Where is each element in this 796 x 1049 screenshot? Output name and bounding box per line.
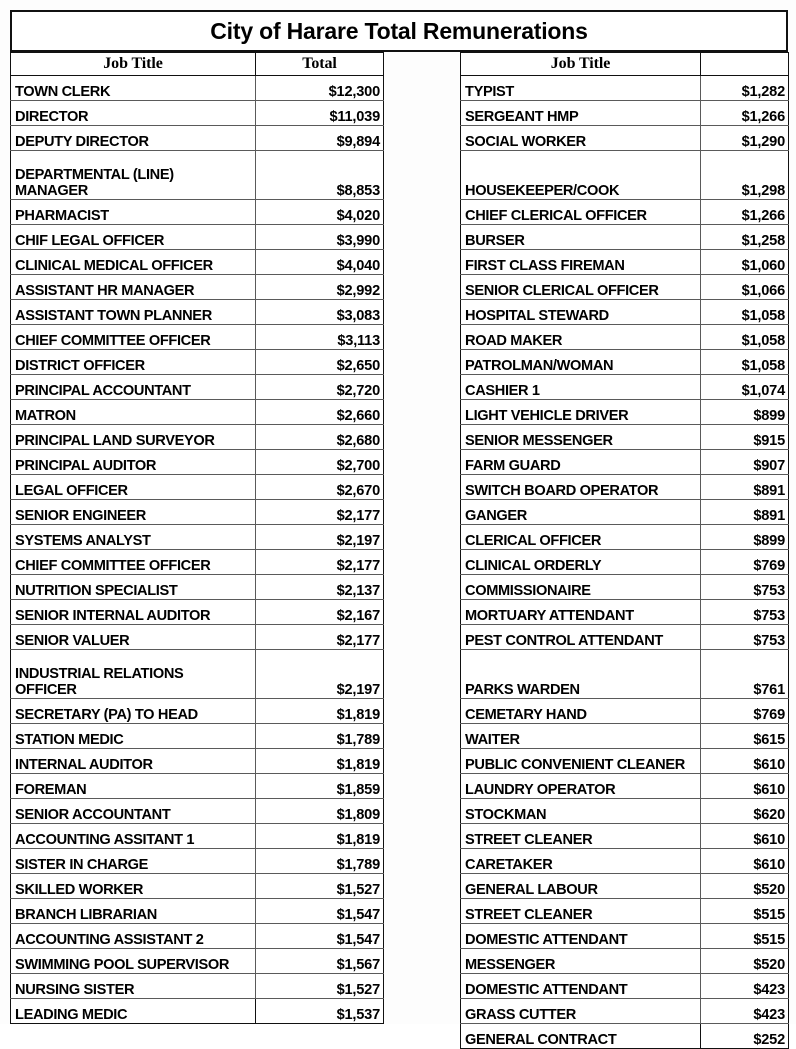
remuneration-value-cell: $753 [701,625,789,650]
table-row [11,749,384,774]
remuneration-value-cell: $1,058 [701,325,789,350]
job-title-line-1 [465,667,696,682]
job-title-cell: CHIF LEGAL OFFICER [11,225,256,250]
table-row [11,575,384,600]
column-header-job-title: Job Title [11,53,256,76]
table-row [461,500,789,525]
job-title-cell: MORTUARY ATTENDANT [461,600,701,625]
job-title-cell: DIRECTOR [11,101,256,126]
table-row [11,874,384,899]
table-row [11,126,384,151]
column-header-total: Total [256,53,384,76]
remuneration-value-cell: $1,819 [256,699,384,724]
table-row [461,874,789,899]
table-row [11,200,384,225]
job-title-cell: STATION MEDIC [11,724,256,749]
header-row [461,53,789,76]
job-title-cell: NUTRITION SPECIALIST [11,575,256,600]
table-row [461,151,789,200]
job-title-cell: CHIEF CLERICAL OFFICER [461,200,701,225]
job-title-cell: GANGER [461,500,701,525]
table-row [461,849,789,874]
remuneration-value-cell: $1,074 [701,375,789,400]
table-row [461,275,789,300]
remuneration-value-cell: $2,992 [256,275,384,300]
remuneration-value-cell: $1,527 [256,874,384,899]
remuneration-value-cell: $3,083 [256,300,384,325]
remuneration-value-cell: $610 [701,824,789,849]
job-title-cell: ACCOUNTING ASSISTANT 2 [11,924,256,949]
remuneration-value-cell: $615 [701,724,789,749]
table-row [11,550,384,575]
table-row [11,650,384,699]
table-row [11,974,384,999]
job-title-cell: CHIEF COMMITTEE OFFICER [11,325,256,350]
remuneration-value-cell: $1,809 [256,799,384,824]
table-row [461,300,789,325]
job-title-cell: SENIOR MESSENGER [461,425,701,450]
remuneration-value-cell: $4,020 [256,200,384,225]
remuneration-value-cell: $520 [701,874,789,899]
table-row [11,949,384,974]
remuneration-value-cell: $2,177 [256,500,384,525]
remuneration-value-cell: $891 [701,475,789,500]
remuneration-value-cell: $1,527 [256,974,384,999]
job-title-cell: ASSISTANT TOWN PLANNER [11,300,256,325]
table-row [461,999,789,1024]
job-title-cell: LIGHT VEHICLE DRIVER [461,400,701,425]
table-row [11,275,384,300]
remuneration-value-cell: $1,266 [701,101,789,126]
table-row [11,500,384,525]
remuneration-value-cell: $2,177 [256,625,384,650]
remuneration-value-cell: $907 [701,450,789,475]
remuneration-value-cell: $423 [701,974,789,999]
table-row [461,575,789,600]
job-title-cell: STOCKMAN [461,799,701,824]
remuneration-value-cell: $1,819 [256,749,384,774]
remuneration-value-cell: $515 [701,899,789,924]
job-title-cell: SERGEANT HMP [461,101,701,126]
job-title-cell: HOSPITAL STEWARD [461,300,701,325]
job-title-cell: MATRON [11,400,256,425]
table-row [461,699,789,724]
table-row [11,450,384,475]
table-row [11,425,384,450]
job-title-cell: TYPIST [461,76,701,101]
job-title-cell: SISTER IN CHARGE [11,849,256,874]
remuneration-value-cell: $769 [701,550,789,575]
table-row [461,774,789,799]
job-title-cell: CHIEF COMMITTEE OFFICER [11,550,256,575]
table-row [461,824,789,849]
remuneration-value-cell: $2,137 [256,575,384,600]
remuneration-value-cell: $1,066 [701,275,789,300]
remuneration-table-right [460,52,789,1049]
job-title-cell: FARM GUARD [461,450,701,475]
table-row [11,350,384,375]
table-row [461,350,789,375]
job-title-cell: SECRETARY (PA) TO HEAD [11,699,256,724]
job-title-cell: COMMISSIONAIRE [461,575,701,600]
table-row [461,250,789,275]
left-table-header [11,53,384,76]
remuneration-value-cell: $1,547 [256,924,384,949]
job-title-cell: INTERNAL AUDITOR [11,749,256,774]
table-row [461,375,789,400]
remuneration-value-cell: $2,670 [256,475,384,500]
job-title-cell: NURSING SISTER [11,974,256,999]
table-row [461,425,789,450]
column-header-total-blank [701,53,789,76]
table-row [461,974,789,999]
remuneration-value-cell: $620 [701,799,789,824]
remuneration-value-cell: $252 [701,1024,789,1049]
remuneration-value-cell: $1,266 [701,200,789,225]
remuneration-value-cell: $1,060 [701,250,789,275]
table-row [461,525,789,550]
job-title-cell: DOMESTIC ATTENDANT [461,974,701,999]
remuneration-value-cell: $2,177 [256,550,384,575]
table-row [11,101,384,126]
remuneration-value-cell: $891 [701,500,789,525]
table-row [461,650,789,699]
table-row [11,300,384,325]
document-title-banner [10,10,788,52]
table-row [11,225,384,250]
header-row [11,53,384,76]
job-title-cell: SWITCH BOARD OPERATOR [461,475,701,500]
table-row [461,400,789,425]
remuneration-value-cell: $2,167 [256,600,384,625]
remuneration-value-cell: $753 [701,575,789,600]
remuneration-value-cell: $1,567 [256,949,384,974]
remuneration-value-cell: $423 [701,999,789,1024]
job-title-line-2: PARKS WARDEN [465,681,580,698]
job-title-cell: STREET CLEANER [461,899,701,924]
table-row [11,774,384,799]
remuneration-table-left [10,52,384,1024]
remuneration-value-cell: $3,113 [256,325,384,350]
job-title-cell: PATROLMAN/WOMAN [461,350,701,375]
table-row [461,550,789,575]
job-title-cell: SYSTEMS ANALYST [11,525,256,550]
remuneration-value-cell: $2,700 [256,450,384,475]
job-title-line-2: MANAGER [15,182,88,199]
table-row [461,475,789,500]
table-row [11,325,384,350]
remuneration-value-cell: $2,197 [256,650,384,699]
job-title-cell: ASSISTANT HR MANAGER [11,275,256,300]
table-row [11,799,384,824]
job-title-cell: SENIOR INTERNAL AUDITOR [11,600,256,625]
remuneration-value-cell: $610 [701,774,789,799]
remuneration-value-cell: $11,039 [256,101,384,126]
job-title-cell: ROAD MAKER [461,325,701,350]
job-title-cell: ACCOUNTING ASSITANT 1 [11,824,256,849]
job-title-cell: DOMESTIC ATTENDANT [461,924,701,949]
job-title-cell: SKILLED WORKER [11,874,256,899]
job-title-cell: LEADING MEDIC [11,999,256,1024]
job-title-cell: LAUNDRY OPERATOR [461,774,701,799]
job-title-cell: LEGAL OFFICER [11,475,256,500]
job-title-cell: BURSER [461,225,701,250]
remuneration-value-cell: $3,990 [256,225,384,250]
job-title-line-1 [465,168,696,183]
table-row [461,949,789,974]
table-row [461,126,789,151]
table-row [11,375,384,400]
remuneration-value-cell: $1,789 [256,724,384,749]
remuneration-value-cell: $1,282 [701,76,789,101]
job-title-cell: SWIMMING POOL SUPERVISOR [11,949,256,974]
remuneration-value-cell: $2,680 [256,425,384,450]
table-row [461,1024,789,1049]
job-title-cell [11,151,256,200]
job-title-line-1: INDUSTRIAL RELATIONS [15,666,184,683]
remuneration-value-cell: $761 [701,650,789,699]
table-row [461,325,789,350]
table-row [461,101,789,126]
table-row [11,999,384,1024]
job-title-cell: PRINCIPAL LAND SURVEYOR [11,425,256,450]
remuneration-value-cell: $520 [701,949,789,974]
remuneration-value-cell: $4,040 [256,250,384,275]
job-title-cell [461,650,701,699]
remuneration-value-cell: $1,859 [256,774,384,799]
job-title-cell: CLINICAL MEDICAL OFFICER [11,250,256,275]
job-title-cell: PRINCIPAL ACCOUNTANT [11,375,256,400]
job-title-cell: GENERAL CONTRACT [461,1024,701,1049]
job-title-cell: STREET CLEANER [461,824,701,849]
remuneration-value-cell: $1,058 [701,350,789,375]
job-title-cell: TOWN CLERK [11,76,256,101]
remuneration-value-cell: $1,789 [256,849,384,874]
remuneration-value-cell: $1,537 [256,999,384,1024]
remuneration-value-cell: $753 [701,600,789,625]
column-header-job-title: Job Title [461,53,701,76]
remuneration-value-cell: $2,660 [256,400,384,425]
table-row [461,600,789,625]
table-row [11,625,384,650]
job-title-cell: SENIOR ACCOUNTANT [11,799,256,824]
job-title-cell: SENIOR ENGINEER [11,500,256,525]
job-title-line-2: OFFICER [15,681,77,698]
table-row [11,924,384,949]
remuneration-value-cell: $12,300 [256,76,384,101]
table-row [11,475,384,500]
table-row [11,151,384,200]
remuneration-value-cell: $1,290 [701,126,789,151]
remuneration-value-cell: $769 [701,699,789,724]
job-title-cell: DEPUTY DIRECTOR [11,126,256,151]
left-table-body [11,76,384,1024]
table-row [11,250,384,275]
table-row [11,849,384,874]
job-title-cell: PUBLIC CONVENIENT CLEANER [461,749,701,774]
remuneration-value-cell: $1,547 [256,899,384,924]
remuneration-value-cell: $2,650 [256,350,384,375]
table-row [461,450,789,475]
remuneration-value-cell: $1,258 [701,225,789,250]
job-title-cell: SENIOR CLERICAL OFFICER [461,275,701,300]
table-row [461,799,789,824]
job-title-cell [11,650,256,699]
job-title-cell: SOCIAL WORKER [461,126,701,151]
remuneration-value-cell: $1,298 [701,151,789,200]
table-row [461,200,789,225]
remuneration-value-cell: $2,720 [256,375,384,400]
job-title-cell: BRANCH LIBRARIAN [11,899,256,924]
remuneration-value-cell: $9,894 [256,126,384,151]
job-title-cell: PEST CONTROL ATTENDANT [461,625,701,650]
job-title-cell [461,151,701,200]
job-title-line-1: DEPARTMENTAL (LINE) [15,167,174,184]
job-title-cell: CASHIER 1 [461,375,701,400]
remuneration-value-cell: $899 [701,400,789,425]
table-row [11,724,384,749]
table-row [461,225,789,250]
table-row [11,824,384,849]
job-title-cell: GRASS CUTTER [461,999,701,1024]
job-title-cell: WAITER [461,724,701,749]
remuneration-value-cell: $8,853 [256,151,384,200]
job-title-cell: CEMETARY HAND [461,699,701,724]
table-row [11,525,384,550]
job-title-cell: FOREMAN [11,774,256,799]
remuneration-value-cell: $2,197 [256,525,384,550]
remuneration-value-cell: $610 [701,749,789,774]
table-row [11,899,384,924]
job-title-cell: PHARMACIST [11,200,256,225]
job-title-cell: SENIOR VALUER [11,625,256,650]
job-title-cell: FIRST CLASS FIREMAN [461,250,701,275]
job-title-line-2: HOUSEKEEPER/COOK [465,182,620,199]
job-title-cell: PRINCIPAL AUDITOR [11,450,256,475]
table-row [11,76,384,101]
remuneration-value-cell: $915 [701,425,789,450]
table-row [11,699,384,724]
table-row [461,625,789,650]
job-title-cell: DISTRICT OFFICER [11,350,256,375]
job-title-cell: GENERAL LABOUR [461,874,701,899]
table-row [461,76,789,101]
table-row [461,749,789,774]
remuneration-value-cell: $610 [701,849,789,874]
remuneration-value-cell: $515 [701,924,789,949]
table-row [461,724,789,749]
job-title-cell: CLERICAL OFFICER [461,525,701,550]
table-row [11,600,384,625]
right-table-body [461,76,789,1049]
table-row [461,924,789,949]
table-row [461,899,789,924]
job-title-cell: CARETAKER [461,849,701,874]
remuneration-value-cell: $1,058 [701,300,789,325]
table-row [11,400,384,425]
page-title: City of Harare Total Remunerations [210,17,588,44]
remuneration-value-cell: $1,819 [256,824,384,849]
remuneration-value-cell: $899 [701,525,789,550]
right-table-header [461,53,789,76]
job-title-cell: MESSENGER [461,949,701,974]
job-title-cell: CLINICAL ORDERLY [461,550,701,575]
